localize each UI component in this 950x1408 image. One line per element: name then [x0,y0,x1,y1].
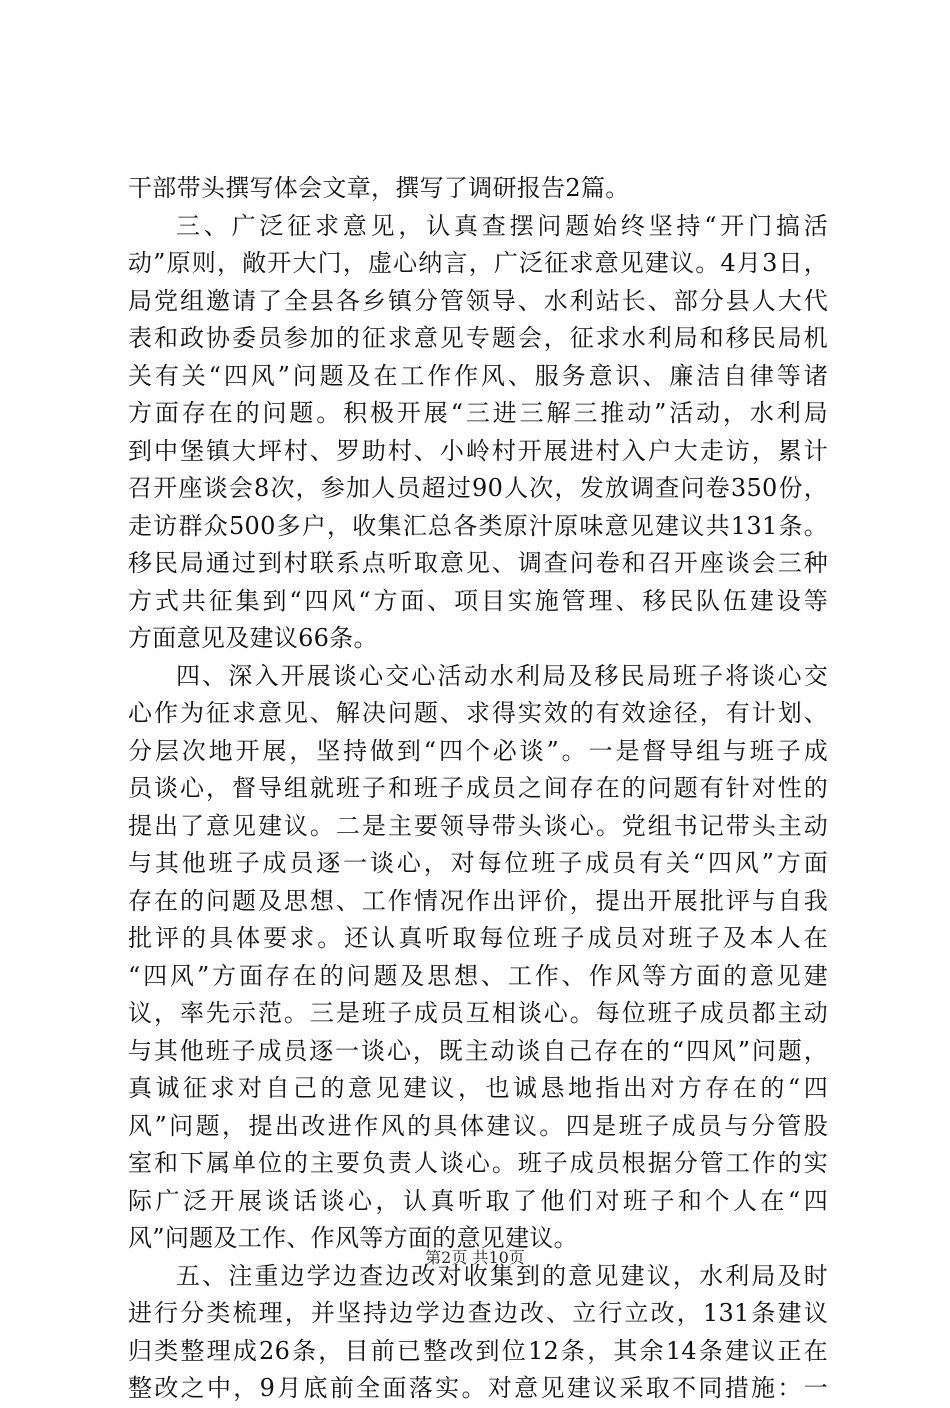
text-line: 五、注重边学边查边改对收集到的意见建议，水利局及时 [176,1261,828,1290]
text-line: 室和下属单位的主要负责人谈心。班子成员根据分管工作的实 [128,1149,828,1177]
text-line: 关有关“四风”问题及在工作作风、服务意识、廉洁自律等诸 [128,361,828,390]
text-line: 议，率先示范。三是班子成员互相谈心。每位班子成员都主动 [128,999,828,1027]
page-footer: 第2页 共10页 [425,1248,525,1267]
text-line: 际广泛开展谈话谈心，认真听取了他们对班子和个人在“四 [128,1186,828,1215]
text-line: 存在的问题及思想、工作情况作出评价，提出开展批评与自我 [128,886,828,915]
text-line: 方面意见及建议66条。 [128,624,378,652]
text-line: 三、广泛征求意见，认真查摆问题始终坚持“开门搞活 [176,211,828,240]
text-line: 真诚征求对自己的意见建议，也诚恳地指出对方存在的“四 [128,1074,828,1102]
text-line: 干部带头撰写体会文章，撰写了调研报告2篇。 [128,174,630,202]
text-line: 方面存在的问题。积极开展“三进三解三推动”活动，水利局 [128,399,828,427]
text-line: 局党组邀请了全县各乡镇分管领导、水利站长、部分县人大代 [128,286,828,315]
text-line: 移民局通过到村联系点听取意见、调查问卷和召开座谈会三种 [128,549,828,577]
text-line: 归类整理成26条，目前已整改到位12条，其余14条建议正在 [128,1336,828,1365]
text-line: 表和政协委员参加的征求意见专题会，征求水利局和移民局机 [128,324,828,352]
text-line: “四风”方面存在的问题及思想、工作、作风等方面的意见建 [128,961,828,990]
text-line: 与其他班子成员逐一谈心，既主动谈自己存在的“四风”问题， [128,1036,828,1065]
text-line: 动”原则，敞开大门，虚心纳言，广泛征求意见建议。4月3日， [128,249,828,277]
text-line: 员谈心，督导组就班子和班子成员之间存在的问题有针对性的 [128,774,828,802]
text-line: 风”问题及工作、作风等方面的意见建议。 [128,1224,578,1252]
text-line: 到中堡镇大坪村、罗助村、小岭村开展进村入户大走访，累计 [128,436,828,465]
text-line: 整改之中，9月底前全面落实。对意见建议采取不同措施：一 [128,1374,828,1402]
text-line: 提出了意见建议。二是主要领导带头谈心。党组书记带头主动 [128,811,828,840]
text-line: 进行分类梳理，并坚持边学边查边改、立行立改，131条建议 [128,1299,828,1327]
text-line: 分层次地开展，坚持做到“四个必谈”。一是督导组与班子成 [128,736,828,765]
text-line: 四、深入开展谈心交心活动水利局及移民局班子将谈心交 [176,661,828,690]
text-line: 风”问题，提出改进作风的具体建议。四是班子成员与分管股 [128,1111,828,1140]
text-line: 走访群众500多户，收集汇总各类原汁原味意见建议共131条。 [128,511,828,540]
text-line: 与其他班子成员逐一谈心，对每位班子成员有关“四风”方面 [128,849,828,877]
text-line: 召开座谈会8次，参加人员超过90人次，发放调查问卷350份， [128,474,828,502]
document-body [128,170,828,1408]
text-line: 方式共征集到“四风“方面、项目实施管理、移民队伍建设等 [128,586,828,615]
text-line: 心作为征求意见、解决问题、求得实效的有效途径，有计划、 [128,699,828,727]
text-line: 批评的具体要求。还认真听取每位班子成员对班子及本人在 [128,924,828,952]
